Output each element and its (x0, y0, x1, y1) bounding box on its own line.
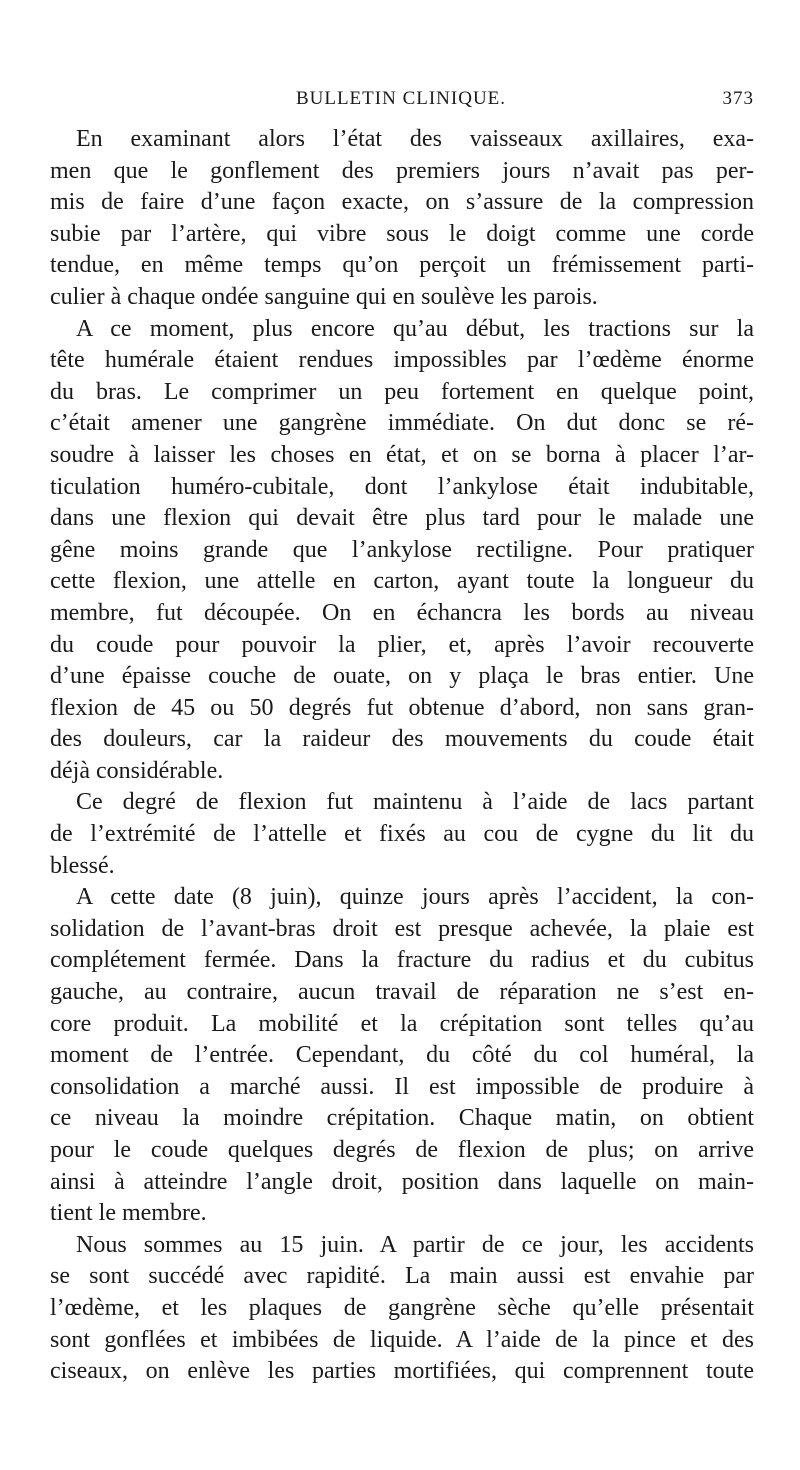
text-line: ticulation huméro-cubitale, dont l’ankylose était indubitable, (50, 473, 754, 500)
text-line: du coude pour pouvoir la plier, et, après l’avoir recouverte (50, 631, 754, 658)
text-line: du bras. Le comprimer un peu fortement en quelque point, (50, 378, 754, 405)
text-line: solidation de l’avant-bras droit est presque achevée, la plaie est (50, 915, 754, 942)
text-line: blessé. (50, 852, 115, 879)
text-line: core produit. La mobilité et la crépitation sont telles qu’au (50, 1010, 754, 1037)
text-line: membre, fut découpée. On en échancra les bords au niveau (50, 599, 754, 626)
text-line: pour le coude quelques degrés de flexion de plus; on arrive (50, 1137, 754, 1163)
text-line: moment de l’entrée. Cependant, du côté du col huméral, la (50, 1042, 754, 1069)
paragraph (50, 1230, 754, 1388)
paragraph (50, 314, 754, 788)
text-line: flexion de 45 ou 50 degrés fut obtenue d’abord, non sans gran- (50, 694, 754, 721)
text-line: tendue, en même temps qu’on perçoit un frémissement parti- (50, 252, 754, 279)
text-line: complétement fermée. Dans la fracture du radius et du cubitus (50, 947, 754, 974)
text-line: dans une flexion qui devait être plus tard pour le malade une (50, 505, 754, 532)
text-line: men que le gonflement des premiers jours n’avait pas per- (50, 157, 754, 184)
body-text (50, 124, 754, 1388)
text-line: soudre à laisser les choses en état, et on se borna à placer l’ar- (50, 441, 754, 468)
running-head (48, 88, 754, 114)
text-line: d’une épaisse couche de ouate, on y plaça le bras entier. Une (50, 663, 754, 690)
text-line: ainsi à atteindre l’angle droit, position dans laquelle on main- (50, 1168, 754, 1195)
page-number: 373 (722, 88, 754, 109)
text-line: des douleurs, car la raideur des mouvements du coude était (50, 726, 754, 753)
text-line: ciseaux, on enlève les parties mortifiées, qui comprennent toute (50, 1358, 754, 1385)
text-line: Nous sommes au 15 juin. A partir de ce jour, les accidents (76, 1231, 754, 1258)
text-line: l’œdème, et les plaques de gangrène sèche qu’elle présentait (50, 1294, 754, 1321)
text-line: Ce degré de flexion fut maintenu à l’aide de lacs partant (76, 789, 754, 816)
text-line: En examinant alors l’état des vaisseaux axillaires, exa- (76, 126, 754, 152)
text-line: se sont succédé avec rapidité. La main aussi est envahie par (50, 1263, 754, 1290)
text-line: A cette date (8 juin), quinze jours après l’accident, la con- (76, 884, 754, 911)
text-line: A ce moment, plus encore qu’au début, les tractions sur la (76, 315, 754, 342)
paragraph (50, 124, 754, 314)
text-line: mis de faire d’une façon exacte, on s’assure de la compression (50, 189, 754, 216)
paragraph (50, 787, 754, 882)
text-line: tient le membre. (50, 1200, 207, 1227)
text-line: ce niveau la moindre crépitation. Chaque matin, on obtient (50, 1105, 754, 1132)
text-line: de l’extrémité de l’attelle et fixés au cou de cygne du lit du (50, 821, 754, 848)
paragraph (50, 882, 754, 1230)
text-line: sont gonflées et imbibées de liquide. A l’aide de la pince et des (50, 1326, 754, 1353)
text-line: c’était amener une gangrène immédiate. On dut donc se ré- (50, 410, 754, 437)
text-line: tête humérale étaient rendues impossibles par l’œdème énorme (50, 347, 754, 374)
text-line: subie par l’artère, qui vibre sous le doigt comme une corde (50, 220, 754, 247)
text-line: déjà considérable. (50, 757, 224, 784)
text-line: gauche, au contraire, aucun travail de réparation ne s’est en- (50, 979, 754, 1006)
text-line: consolidation a marché aussi. Il est impossible de produire à (50, 1073, 754, 1100)
text-line: culier à chaque ondée sanguine qui en soulève les parois. (50, 283, 598, 310)
text-line: gêne moins grande que l’ankylose rectiligne. Pour pratiquer (50, 536, 754, 563)
running-title: BULLETIN CLINIQUE. (295, 88, 507, 109)
text-line: cette flexion, une attelle en carton, ayant toute la longueur du (50, 568, 754, 595)
